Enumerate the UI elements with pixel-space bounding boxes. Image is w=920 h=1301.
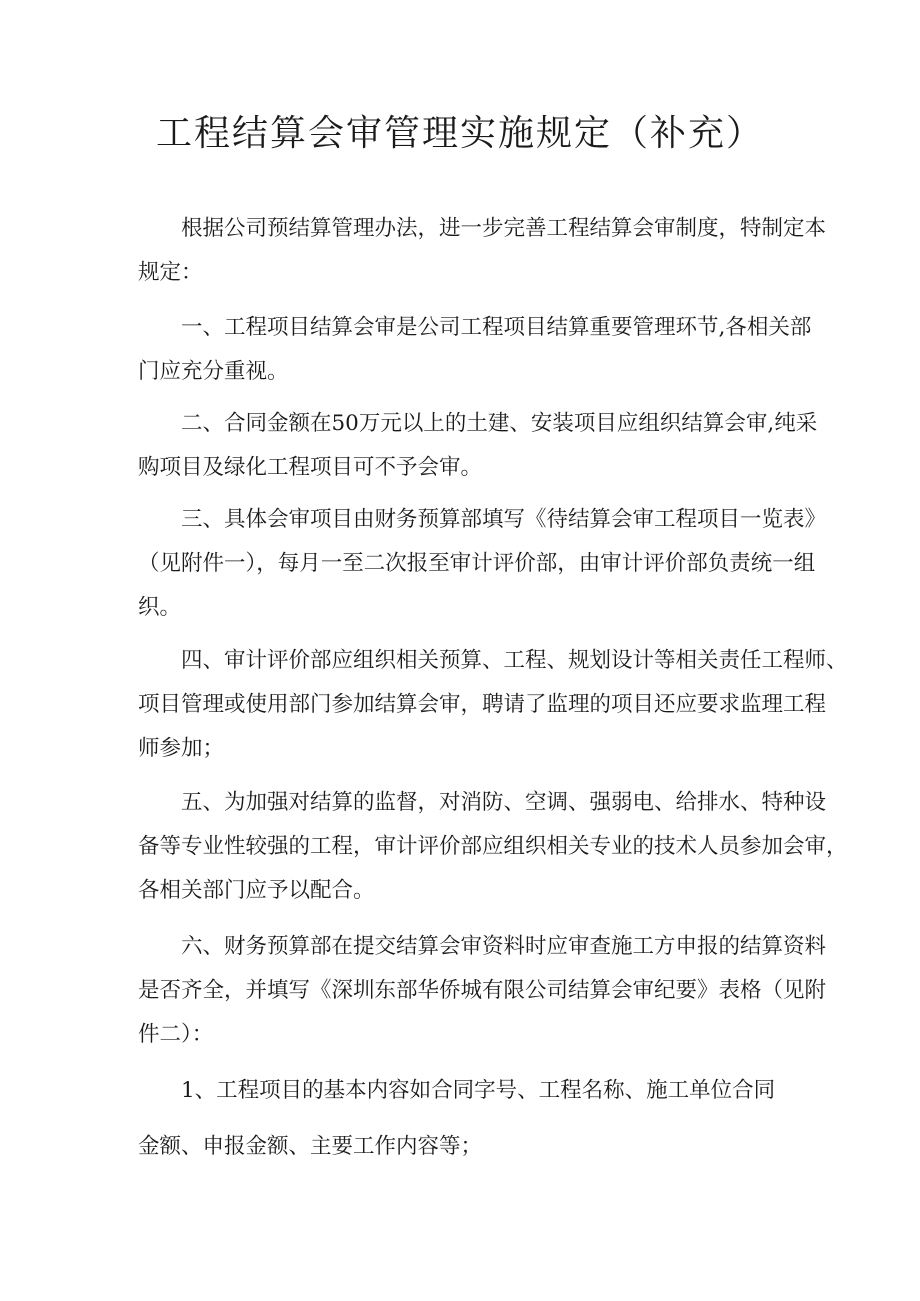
paragraph-line: 四、审计评价部应组织相关预算、工程、规划设计等相关责任工程师、	[181, 648, 848, 673]
document-title: 工程结算会审管理实施规定（补充）	[155, 113, 764, 154]
paragraph-line: 三、具体会审项目由财务预算部填写《待结算会审工程项目一览表》	[181, 507, 827, 532]
paragraph-line: 织。	[138, 595, 182, 620]
paragraph-item-2	[138, 402, 818, 490]
paragraph-line: 规定：	[138, 260, 203, 285]
paragraph-line: 六、财务预算部在提交结算会审资料时应审查施工方申报的结算资料	[181, 934, 827, 959]
paragraph-line: 根据公司预结算管理办法，进一步完善工程结算会审制度，特制定本	[181, 216, 827, 241]
paragraph-line: 项目管理或使用部门参加结算会审，聘请了监理的项目还应要求监理工程	[138, 692, 827, 717]
paragraph-item-4	[138, 639, 848, 771]
paragraph-line: 师参加；	[138, 736, 225, 761]
paragraph-line: 件二）：	[138, 1022, 214, 1047]
paragraph-intro	[138, 207, 827, 295]
paragraph-line: 1、工程项目的基本内容如合同字号、工程名称、施工单位合同	[181, 1078, 776, 1103]
paragraph-line: （见附件一），每月一至二次报至审计评价部，由审计评价部负责统一组	[138, 551, 816, 576]
paragraph-line: 各相关部门应予以配合。	[138, 878, 375, 903]
paragraph-item-5	[138, 781, 848, 913]
paragraph-line: 一、工程项目结算会审是公司工程项目结算重要管理环节,各相关部	[181, 315, 812, 340]
paragraph-line: 金额、申报金额、主要工作内容等；	[138, 1134, 483, 1159]
paragraph-line: 是否齐全，并填写《深圳东部华侨城有限公司结算会审纪要》表格（见附	[138, 978, 827, 1003]
paragraph-line: 五、为加强对结算的监督，对消防、空调、强弱电、给排水、特种设	[181, 790, 827, 815]
paragraph-line: 二、合同金额在50万元以上的土建、安装项目应组织结算会审,纯采	[181, 411, 818, 436]
paragraph-line: 购项目及绿化工程项目可不予会审。	[138, 455, 483, 480]
paragraph-item-1	[138, 306, 812, 394]
paragraph-line: 门应充分重视。	[138, 359, 289, 384]
paragraph-line: 备等专业性较强的工程，审计评价部应组织相关专业的技术人员参加会审，	[138, 834, 848, 859]
paragraph-item-6-1	[138, 1069, 788, 1169]
paragraph-item-3	[138, 498, 827, 630]
paragraph-item-6	[138, 925, 827, 1057]
